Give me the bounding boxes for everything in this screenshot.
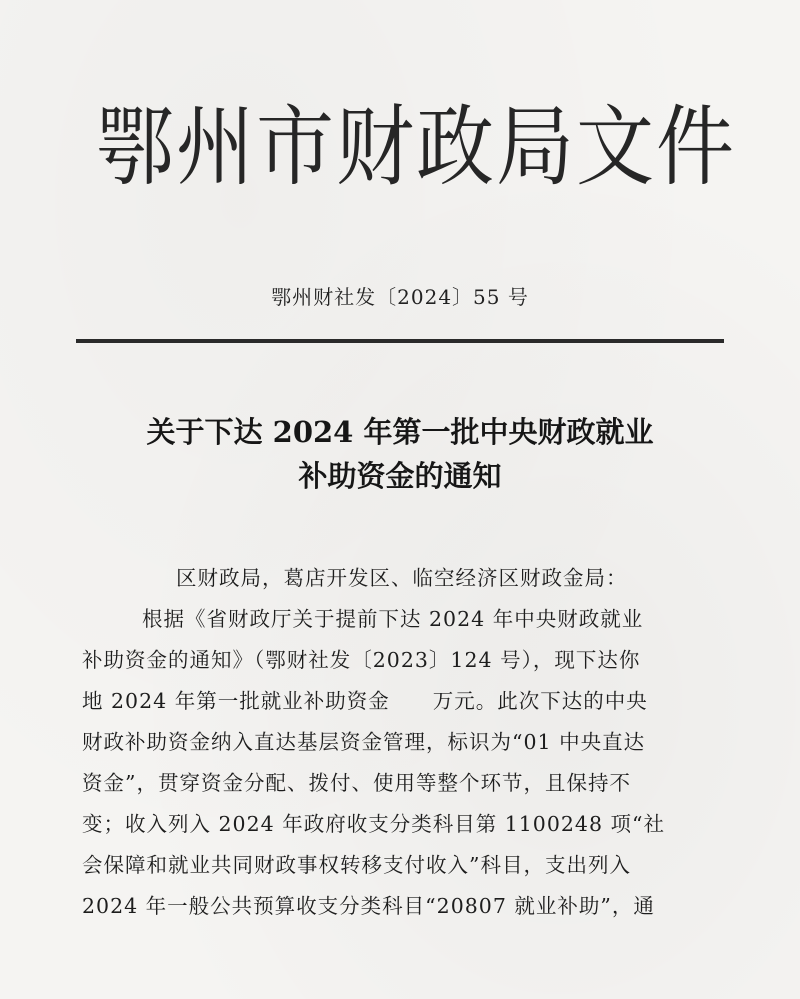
body-line: 变；收入列入 2024 年政府收支分类科目第 1100248 项“社 <box>82 812 666 836</box>
body-line: 补助资金的通知》（鄂财社发〔2023〕124 号），现下达你 <box>82 648 641 672</box>
salutation: 区财政局，葛店开发区、临空经济区财政金局： <box>176 566 628 590</box>
body-line: 根据《省财政厅关于提前下达 2024 年中央财政就业 <box>142 607 644 631</box>
body-line: 会保障和就业共同财政事权转移支付收入”科目，支出列入 <box>82 853 631 877</box>
body-line: 地 2024 年第一批就业补助资金 万元。此次下达的中央 <box>82 689 648 713</box>
issuer-heading: 鄂州市财政局文件 <box>96 97 737 199</box>
document-number: 鄂州财社发〔2024〕55 号 <box>271 285 529 309</box>
title-line-2: 补助资金的通知 <box>298 459 502 493</box>
title-line-1: 关于下达 2024 年第一批中央财政就业 <box>146 415 654 449</box>
body-line: 资金”，贯穿资金分配、拨付、使用等整个环节，且保持不 <box>82 771 631 795</box>
document-title <box>0 410 800 498</box>
body-line: 财政补助资金纳入直达基层资金管理，标识为“01 中央直达 <box>82 730 646 754</box>
document-body <box>82 558 714 927</box>
body-line: 2024 年一般公共预算收支分类科目“20807 就业补助”，通 <box>82 894 655 918</box>
header-divider <box>76 339 724 343</box>
